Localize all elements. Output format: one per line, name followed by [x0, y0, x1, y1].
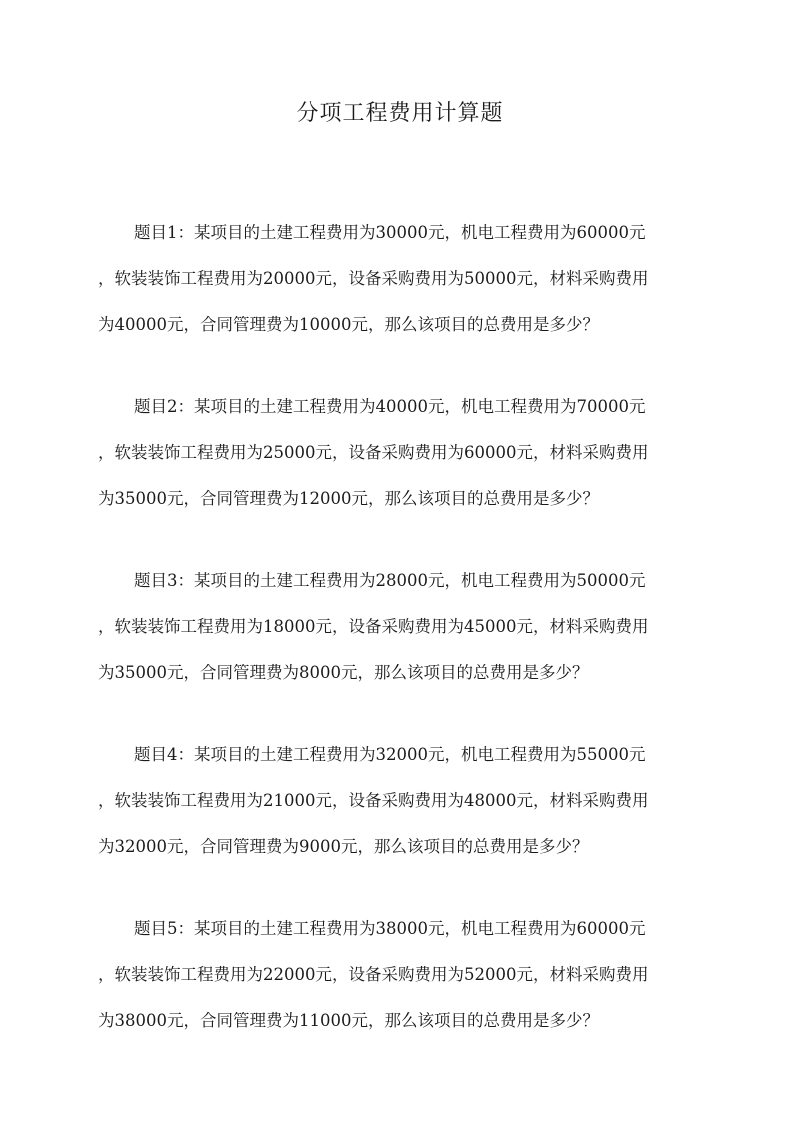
problem-line: ，软装装饰工程费用为25000元，设备采购费用为60000元，材料采购费用 [98, 443, 649, 462]
problem-line: 为38000元，合同管理费为11000元，那么该项目的总费用是多少？ [98, 1011, 599, 1030]
problem-line: ，软装装饰工程费用为22000元，设备采购费用为52000元，材料采购费用 [98, 965, 649, 984]
problem-line: 题目1：某项目的土建工程费用为30000元，机电工程费用为60000元 [134, 223, 646, 242]
problem-line: 为35000元，合同管理费为8000元，那么该项目的总费用是多少？ [98, 663, 589, 682]
problem-line: 题目4：某项目的土建工程费用为32000元，机电工程费用为55000元 [134, 745, 646, 764]
problem-2 [98, 384, 702, 522]
problem-4 [98, 732, 702, 870]
problem-line: 题目5：某项目的土建工程费用为38000元，机电工程费用为60000元 [134, 919, 646, 938]
problem-5 [98, 906, 702, 1044]
document-body [98, 210, 702, 1080]
problem-line: 为32000元，合同管理费为9000元，那么该项目的总费用是多少？ [98, 837, 589, 856]
problem-line: ，软装装饰工程费用为20000元，设备采购费用为50000元，材料采购费用 [98, 269, 649, 288]
problem-line: ，软装装饰工程费用为21000元，设备采购费用为48000元，材料采购费用 [98, 791, 649, 810]
problem-3 [98, 558, 702, 696]
problem-line: 题目3：某项目的土建工程费用为28000元，机电工程费用为50000元 [134, 571, 646, 590]
document-title: 分项工程费用计算题 [296, 101, 504, 126]
problem-1 [98, 210, 702, 348]
problem-line: ，软装装饰工程费用为18000元，设备采购费用为45000元，材料采购费用 [98, 617, 649, 636]
problem-line: 题目2：某项目的土建工程费用为40000元，机电工程费用为70000元 [134, 397, 646, 416]
problem-line: 为40000元，合同管理费为10000元，那么该项目的总费用是多少？ [98, 315, 599, 334]
problem-line: 为35000元，合同管理费为12000元，那么该项目的总费用是多少？ [98, 489, 599, 508]
